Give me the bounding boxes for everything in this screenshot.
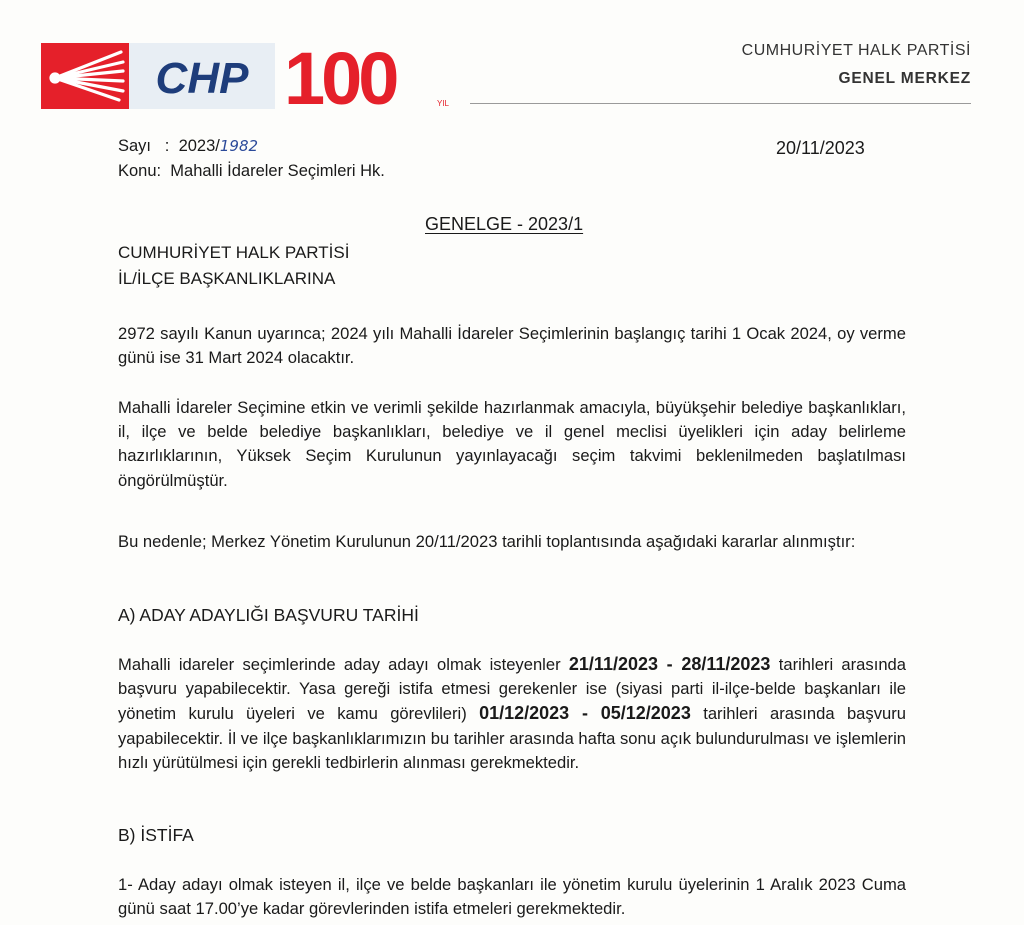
document-meta bbox=[118, 134, 385, 184]
p4-date-range-2: 01/12/2023 - 05/12/2023 bbox=[479, 703, 691, 724]
paragraph-2: Mahalli İdareler Seçimine etkin ve verimli şekilde hazırlanmak amacıyla, büyükşehir belediye başkanlıkları, il, ilçe ve belde belediye başkanlıkları, belediye ve il genel meclisi üyelikleri için aday belirleme hazırlıklarının, Yüksek Seçim Kurulunun yayınlayacağı seçim takvimi beklenilmeden başlatılması öngörülmüştür. bbox=[118, 398, 906, 490]
sayi-number: 2023/ bbox=[178, 137, 220, 155]
p4-date-range-1: 21/11/2023 - 28/11/2023 bbox=[568, 654, 771, 674]
document-title: GENELGE - 2023/1 bbox=[425, 214, 584, 234]
logo-100-text: 100 bbox=[284, 40, 396, 112]
section-b-heading: B) İSTİFA bbox=[118, 825, 194, 845]
paragraph-4 bbox=[118, 652, 906, 775]
paragraph-5: 1- Aday adayı olmak isteyen il, ilçe ve belde başkanları ile yönetim kurulu üyelerinin 1 Aralık 2023 Cuma günü saat 17.00’ye kadar görevlerinden istifa etmeleri gerekmektedir. bbox=[118, 875, 906, 919]
addressee bbox=[118, 240, 349, 292]
addressee-line1: CUMHURİYET HALK PARTİSİ bbox=[118, 243, 350, 262]
section-a-heading: A) ADAY ADAYLIĞI BAŞVURU TARİHİ bbox=[118, 605, 419, 625]
addressee-line2: İL/İLÇE BAŞKANLIKLARINA bbox=[118, 269, 336, 288]
logo-yil-text: YIL bbox=[437, 99, 450, 108]
konu-label: Konu: bbox=[118, 162, 162, 180]
konu-line bbox=[118, 159, 385, 184]
document-date: 20/11/2023 bbox=[776, 138, 865, 158]
org-name: CUMHURİYET HALK PARTİSİ bbox=[741, 42, 971, 59]
konu-text: Mahalli İdareler Seçimleri Hk. bbox=[170, 162, 385, 180]
sayi-handwritten: 1982 bbox=[219, 137, 259, 155]
header-divider bbox=[470, 103, 971, 104]
logo-chp-text: CHP bbox=[155, 54, 249, 103]
p4-text-3: tarihleri arasında başvuru yapabilecektir. İl ve ilçe başkanlıklarımızın bu tarihler arasında hafta sonu açık bulundurulması ve işlemlerin hızlı yürütülmesi için gerekli tedbirlerin alınması gerekmektedir. bbox=[118, 704, 906, 772]
p4-text-2: tarihleri arasında başvuru yapabilecektir. Yasa gereği istifa etmesi gerekenler ise (siyasi parti il-ilçe-belde başkanları ile yönetim kurulu üyeleri ve kamu görevlileri) bbox=[118, 655, 907, 724]
org-unit: GENEL MERKEZ bbox=[838, 70, 971, 87]
chp-100-logo bbox=[41, 40, 471, 110]
p4-text-1: Mahalli idareler seçimlerinde aday adayı olmak isteyenler bbox=[118, 655, 569, 674]
letterhead-org bbox=[742, 42, 971, 88]
sayi-line: Sayı : 2023/1982 bbox=[118, 137, 259, 155]
paragraph-1: 2972 sayılı Kanun uyarınca; 2024 yılı Mahalli İdareler Seçimlerinin başlangıç tarihi 1 Ocak 2024, oy verme günü ise 31 Mart 2024 olacaktır. bbox=[118, 324, 906, 368]
sayi-label: Sayı bbox=[118, 137, 152, 155]
paragraph-3: Bu nedenle; Merkez Yönetim Kurulunun 20/11/2023 tarihli toplantısında aşağıdaki kararlar alınmıştır: bbox=[118, 532, 856, 551]
